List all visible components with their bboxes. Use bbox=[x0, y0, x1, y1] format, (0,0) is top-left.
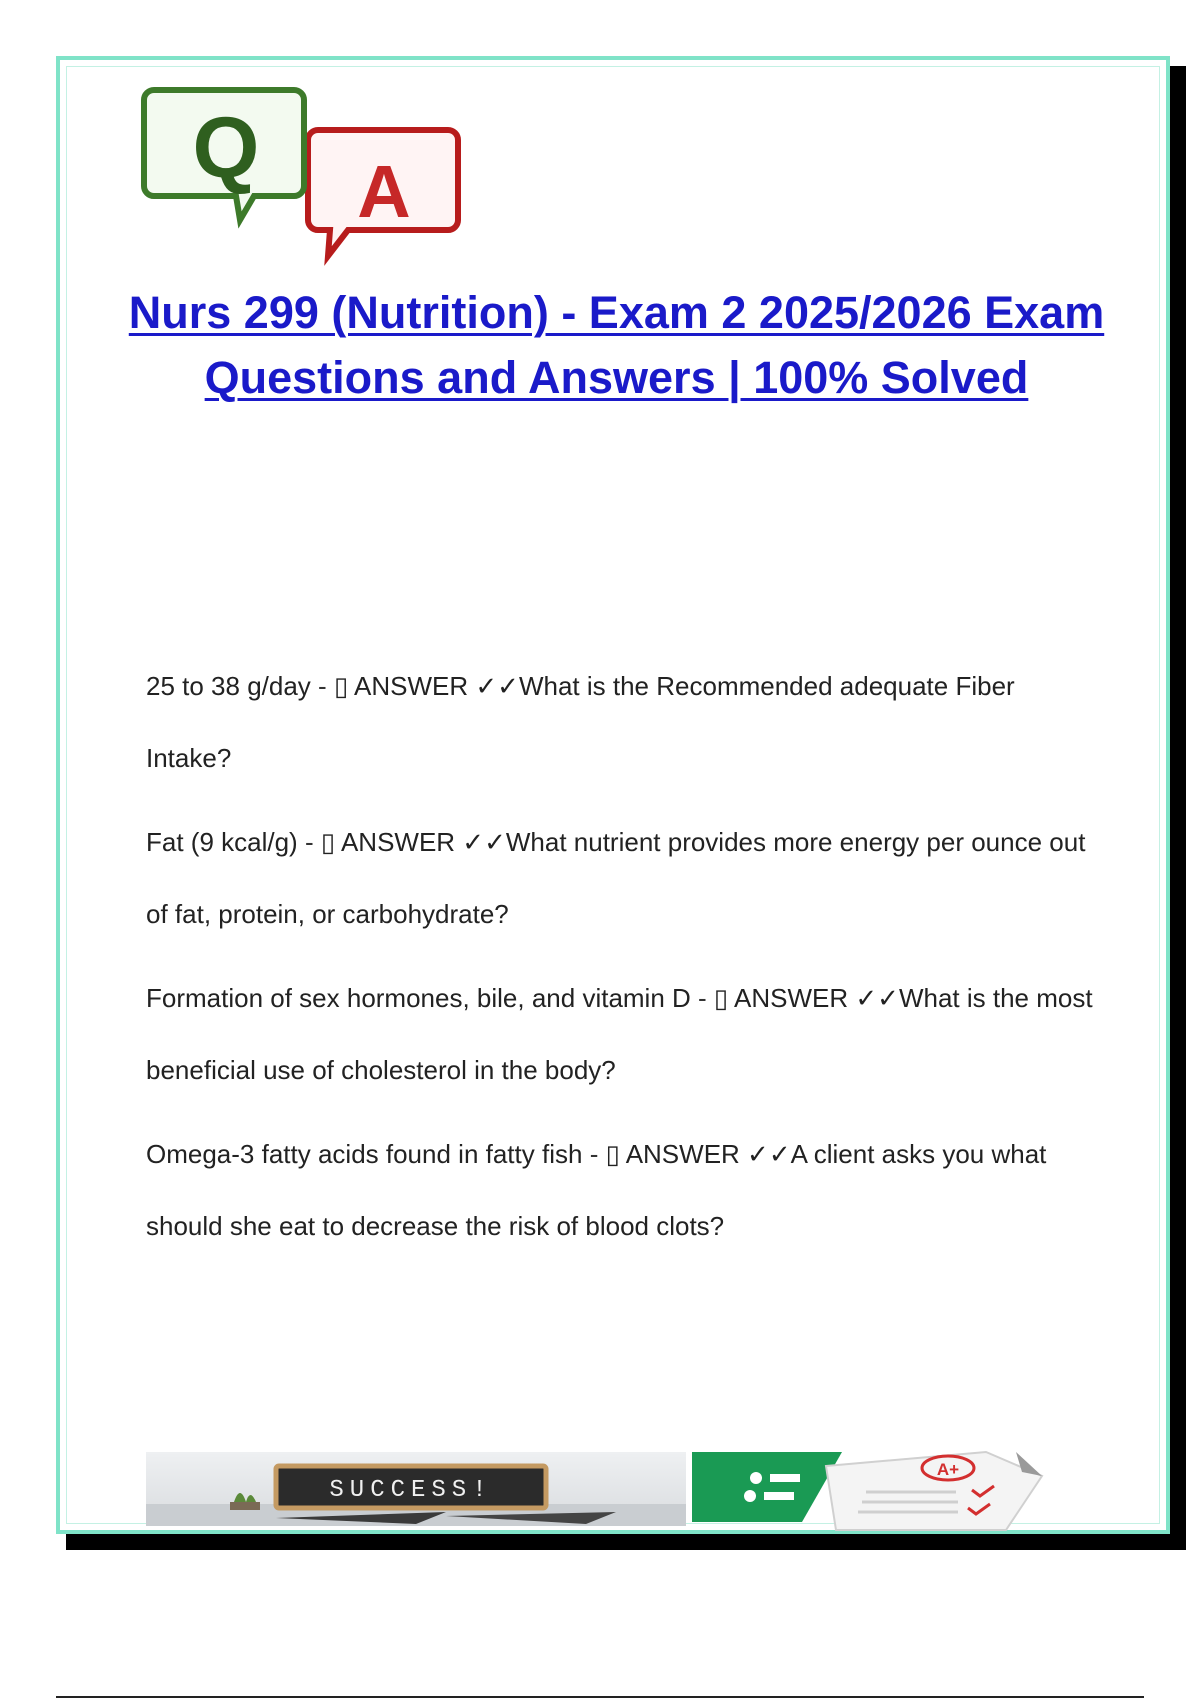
answer-marker: ANSWER ✓✓ bbox=[734, 983, 899, 1013]
separator-glyph-icon: ▯ bbox=[605, 1139, 620, 1169]
answer-text: Fat (9 kcal/g) bbox=[146, 827, 298, 857]
success-sign-text: SUCCESS! bbox=[329, 1477, 493, 1504]
qa-logo bbox=[140, 82, 490, 282]
answer-text: 25 to 38 g/day bbox=[146, 671, 311, 701]
separator-glyph-icon: ▯ bbox=[333, 671, 349, 701]
question-text: What is the most beneficial use of cholesterol in the body? bbox=[146, 983, 1093, 1085]
qa-list bbox=[146, 650, 1106, 1274]
graded-sheet-illustration bbox=[686, 1446, 1066, 1532]
success-photo bbox=[146, 1452, 686, 1526]
answer-text: Formation of sex hormones, bile, and vitamin D bbox=[146, 983, 691, 1013]
qa-item: Omega-3 fatty acids found in fatty fish - ▯ ANSWER ✓✓A client asks you what should she eat to decrease the risk of blood clots? bbox=[146, 1139, 1047, 1241]
answer-marker: ANSWER ✓✓ bbox=[354, 671, 519, 701]
footer-rule bbox=[56, 1696, 1144, 1698]
qa-item: Fat (9 kcal/g) - ▯ ANSWER ✓✓What nutrient provides more energy per ounce out of fat, protein, or carbohydrate? bbox=[146, 827, 1086, 929]
question-text: What is the Recommended adequate Fiber Intake? bbox=[146, 671, 1015, 773]
separator-glyph-icon: ▯ bbox=[320, 827, 336, 857]
answer-letter: A bbox=[357, 150, 411, 233]
grade-text: A+ bbox=[936, 1460, 960, 1479]
answer-marker: ANSWER ✓✓ bbox=[625, 1139, 791, 1169]
success-sign-icon bbox=[146, 1452, 686, 1526]
separator-glyph-icon: ▯ bbox=[713, 983, 729, 1013]
answer-text: Omega-3 fatty acids found in fatty fish bbox=[146, 1139, 583, 1169]
document-title: Nurs 299 (Nutrition) - Exam 2 2025/2026 Exam Questions and Answers | 100% Solved bbox=[128, 287, 1105, 403]
answer-marker: ANSWER ✓✓ bbox=[340, 827, 506, 857]
question-letter: Q bbox=[192, 100, 260, 196]
qa-item: 25 to 38 g/day - ▯ ANSWER ✓✓What is the Recommended adequate Fiber Intake? bbox=[146, 671, 1015, 773]
question-text: A client asks you what should she eat to decrease the risk of blood clots? bbox=[146, 1139, 1047, 1241]
qa-item: Formation of sex hormones, bile, and vitamin D - ▯ ANSWER ✓✓What is the most beneficial use of cholesterol in the body? bbox=[146, 983, 1093, 1085]
spreadsheet-icon bbox=[692, 1452, 842, 1522]
question-text: What nutrient provides more energy per ounce out of fat, protein, or carbohydrate? bbox=[146, 827, 1086, 929]
